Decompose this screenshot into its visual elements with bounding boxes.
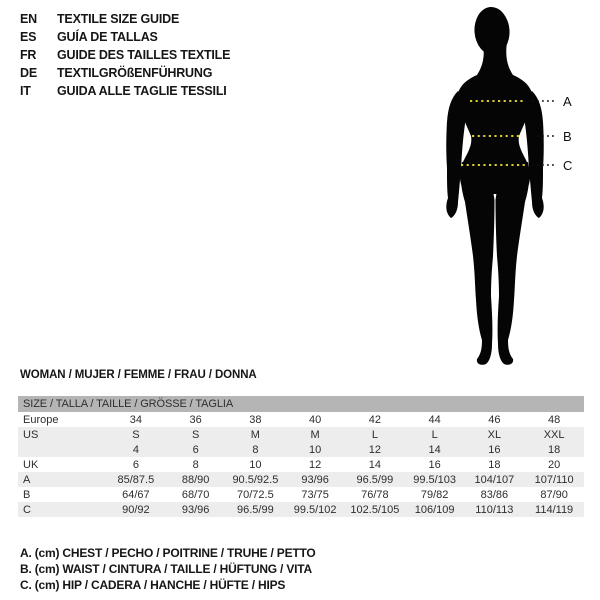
lang-code: ES [20,30,37,44]
cell: 6 [166,442,226,457]
cell: L [345,427,405,442]
measurement-legend [20,545,316,593]
lang-row-es [20,28,230,46]
row-us-number [18,442,584,457]
row-label: Europe [23,413,59,426]
cell: 87/90 [540,488,568,501]
cell: 16 [428,458,441,471]
lang-label: GUÍA DE TALLAS [57,30,158,44]
silhouette-svg [435,4,585,370]
cell: XXL [524,427,584,442]
cell: 99.5/103 [405,472,465,487]
legend-hip: C. (cm) HIP / CADERA / HANCHE / HÜFTE / HIPS [20,578,286,592]
row-hip [18,502,584,517]
row-label: UK [23,458,39,471]
cell: 68/70 [181,488,210,501]
row-label: C [18,502,106,517]
woman-silhouette-figure [435,4,585,370]
cell: 79/82 [420,488,449,501]
size-table-header: SIZE / TALLA / TAILLE / GRÖSSE / TAGLIA [18,396,584,412]
cell: 85/87.5 [106,472,166,487]
cell: 8 [226,442,286,457]
cell: 20 [548,458,561,471]
cell: M [285,427,345,442]
row-chest [18,472,584,487]
row-europe [18,412,584,427]
cell: 36 [189,413,202,426]
cell: 14 [405,442,465,457]
lang-label: GUIDE DES TAILLES TEXTILE [57,48,231,62]
lang-code: DE [20,66,37,80]
cell: 12 [309,458,322,471]
cell: XL [465,427,525,442]
cell: S [166,427,226,442]
cell: 106/109 [405,502,465,517]
cell: 10 [249,458,262,471]
language-title-block [20,10,230,100]
cell: 44 [428,413,441,426]
row-label: US [18,427,106,442]
cell: 73/75 [301,488,329,501]
cell: 12 [345,442,405,457]
cell: 93/96 [166,502,226,517]
legend-waist: B. (cm) WAIST / CINTURA / TAILLE / HÜFTUNG / VITA [20,562,312,576]
measure-label-a: A [563,94,572,109]
measure-label-c: C [563,158,573,173]
cell: 64/67 [122,488,150,501]
cell: S [106,427,166,442]
cell: 16 [465,442,525,457]
cell: 83/86 [480,488,509,501]
cell: 90.5/92.5 [226,472,286,487]
cell: 88/90 [166,472,226,487]
cell: 34 [129,413,142,426]
row-label [18,442,106,457]
cell: 10 [285,442,345,457]
cell: 110/113 [465,502,525,517]
lang-label: GUIDA ALLE TAGLIE TESSILI [57,84,227,98]
row-label: B [23,488,31,501]
lang-row-fr [20,46,230,64]
row-us-letter [18,427,584,442]
row-waist [18,487,584,502]
row-label: A [18,472,106,487]
cell: 14 [368,458,381,471]
lang-label: TEXTILE SIZE GUIDE [57,12,180,26]
cell: 48 [548,413,561,426]
woman-body-silhouette [446,6,544,365]
cell: 70/72.5 [237,488,274,501]
legend-chest: A. (cm) CHEST / PECHO / POITRINE / TRUHE / PETTO [20,546,316,560]
gender-title: WOMAN / MUJER / FEMME / FRAU / DONNA [20,369,257,381]
lang-row-en [20,10,230,28]
size-table-header-row [18,396,584,412]
row-uk [18,457,584,472]
size-table [18,396,584,517]
cell: L [405,427,465,442]
cell: 114/119 [524,502,584,517]
lang-code: EN [20,12,37,26]
cell: 104/107 [465,472,525,487]
cell: 93/96 [285,472,345,487]
measure-label-b: B [563,129,572,144]
lang-code: IT [20,84,31,98]
cell: 18 [524,442,584,457]
cell: 107/110 [524,472,584,487]
cell: 40 [309,413,322,426]
cell: 90/92 [106,502,166,517]
cell: 18 [488,458,501,471]
cell: M [226,427,286,442]
cell: 102.5/105 [345,502,405,517]
lang-label: TEXTILGRÖßENFÜHRUNG [57,66,213,80]
lang-row-de [20,64,230,82]
cell: 96.5/99 [226,502,286,517]
cell: 46 [488,413,501,426]
cell: 4 [106,442,166,457]
lang-code: FR [20,48,37,62]
cell: 96.5/99 [345,472,405,487]
cell: 99.5/102 [285,502,345,517]
cell: 6 [132,458,139,471]
cell: 76/78 [361,488,389,501]
cell: 8 [192,458,199,471]
cell: 42 [368,413,381,426]
lang-row-it [20,82,230,100]
cell: 38 [249,413,262,426]
